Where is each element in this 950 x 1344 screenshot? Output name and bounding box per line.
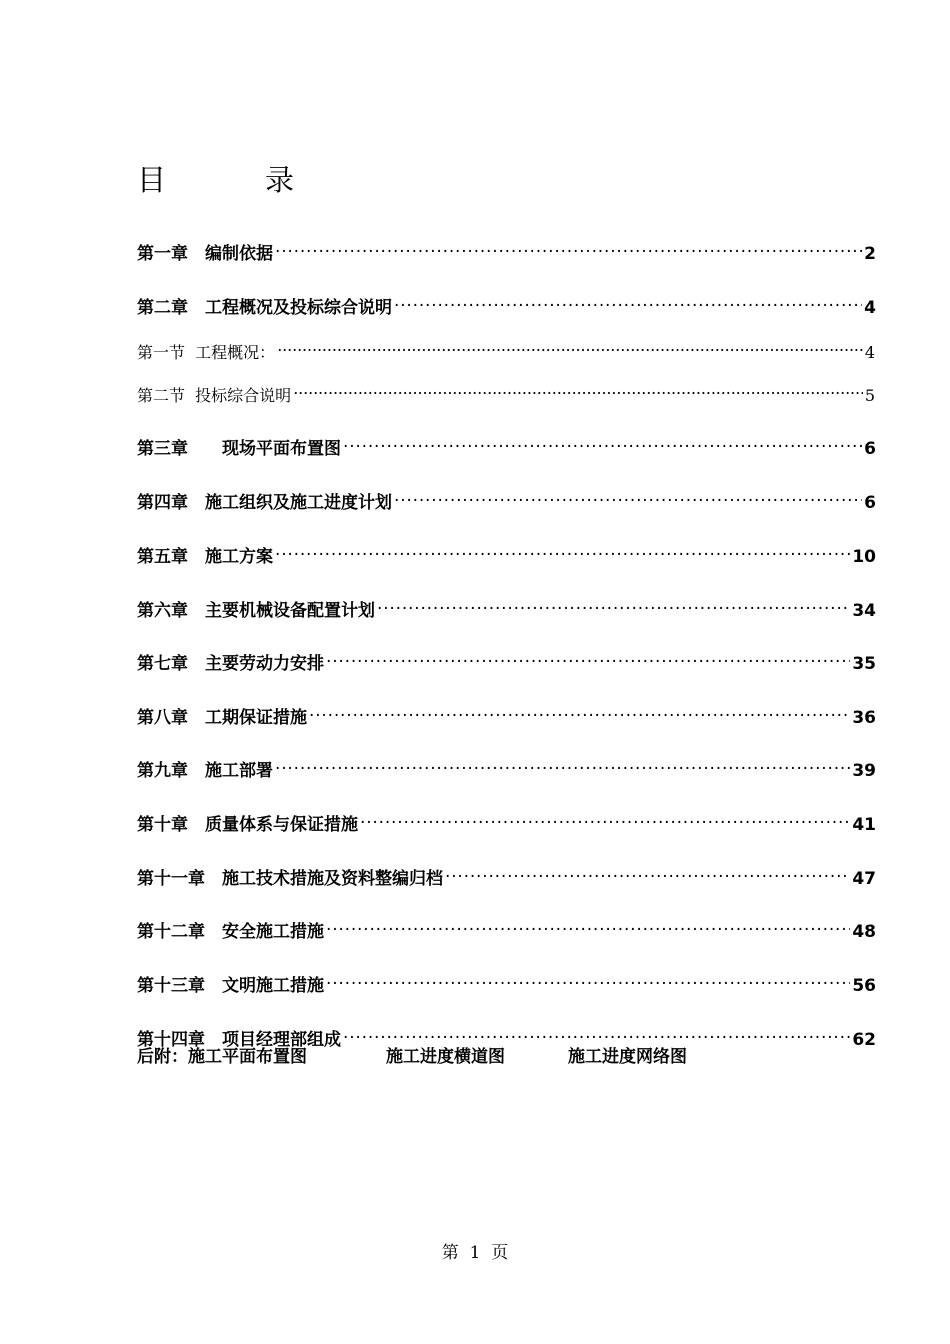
dot-leader xyxy=(275,538,850,562)
toc-entry-label: 第十章 质量体系与保证措施 xyxy=(137,815,358,835)
dot-leader xyxy=(360,806,850,830)
toc-title xyxy=(137,162,295,198)
toc-entry[interactable] xyxy=(137,1021,876,1050)
toc-entry[interactable] xyxy=(137,538,876,567)
dot-leader xyxy=(343,430,862,454)
dot-leader xyxy=(326,645,850,669)
toc-entry-label: 第二节 投标综合说明 xyxy=(137,386,292,405)
toc-entry[interactable] xyxy=(137,699,876,728)
toc-entry-label: 第七章 主要劳动力安排 xyxy=(137,654,324,674)
toc-entry-page: 36 xyxy=(852,708,876,728)
dot-leader xyxy=(326,967,850,991)
toc-entry-page: 35 xyxy=(852,654,876,674)
appendix-item-network: 施工进度网络图 xyxy=(568,1047,687,1067)
toc-entry[interactable] xyxy=(137,289,876,318)
toc-entry-page: 4 xyxy=(864,343,875,362)
dot-leader xyxy=(275,752,850,776)
dot-leader xyxy=(394,289,862,313)
toc-entry-label: 第八章 工期保证措施 xyxy=(137,708,307,728)
toc-entry-label: 第十三章 文明施工措施 xyxy=(137,976,324,996)
toc-entry[interactable] xyxy=(137,592,876,621)
toc-entry[interactable] xyxy=(137,913,876,942)
toc-entry-label: 第二章 工程概况及投标综合说明 xyxy=(137,298,392,318)
toc-entry-page: 6 xyxy=(864,493,876,513)
toc-entry-label: 第三章 现场平面布置图 xyxy=(137,439,341,459)
toc-entry-page: 10 xyxy=(852,547,876,567)
dot-leader xyxy=(445,860,850,884)
page-number-footer: 第 1 页 xyxy=(441,1243,509,1263)
toc-entry-page: 4 xyxy=(864,298,876,318)
toc-entry[interactable] xyxy=(137,860,876,889)
toc-entry[interactable] xyxy=(137,752,876,781)
toc-entry-label: 第四章 施工组织及施工进度计划 xyxy=(137,493,392,513)
toc-entry[interactable] xyxy=(137,806,876,835)
toc-entry-section[interactable] xyxy=(137,334,875,362)
toc-entry[interactable] xyxy=(137,484,876,513)
dot-leader xyxy=(277,334,863,358)
toc-entry-page: 56 xyxy=(852,976,876,996)
toc-entry-label: 第十一章 施工技术措施及资料整编归档 xyxy=(137,869,443,889)
toc-entry-label: 第十四章 项目经理部组成 xyxy=(137,1030,341,1050)
dot-leader xyxy=(326,913,850,937)
toc-title-char-1: 目 xyxy=(137,163,167,197)
toc-entry-page: 34 xyxy=(852,601,876,621)
dot-leader xyxy=(343,1021,850,1045)
dot-leader xyxy=(309,699,850,723)
toc-entry-label: 第一节 工程概况： xyxy=(137,343,276,362)
toc-entry[interactable] xyxy=(137,967,876,996)
toc-entry-page: 41 xyxy=(852,815,876,835)
toc-entry-label: 第一章 编制依据 xyxy=(137,244,273,264)
toc-entry-page: 47 xyxy=(852,869,876,889)
dot-leader xyxy=(394,484,862,508)
toc-entry-section[interactable] xyxy=(137,377,875,405)
dot-leader xyxy=(275,235,862,259)
toc-entry[interactable] xyxy=(137,430,876,459)
toc-entry-page: 2 xyxy=(864,244,876,264)
toc-title-char-2: 录 xyxy=(265,163,295,197)
toc-entry-page: 5 xyxy=(864,386,875,405)
toc-entry-label: 第六章 主要机械设备配置计划 xyxy=(137,601,375,621)
toc-entry-page: 48 xyxy=(852,922,876,942)
toc-entry-label: 第十二章 安全施工措施 xyxy=(137,922,324,942)
toc-entry[interactable] xyxy=(137,645,876,674)
dot-leader xyxy=(293,377,863,401)
toc-entry-page: 6 xyxy=(864,439,876,459)
toc-entry-label: 第五章 施工方案 xyxy=(137,547,273,567)
appendix-item-gantt: 施工进度横道图 xyxy=(386,1047,505,1067)
toc-entry-page: 62 xyxy=(852,1030,876,1050)
toc-entry-page: 39 xyxy=(852,761,876,781)
dot-leader xyxy=(377,592,850,616)
toc-entry[interactable] xyxy=(137,235,876,264)
appendix-item-site-plan: 后附：施工平面布置图 xyxy=(137,1047,307,1067)
toc-entry-label: 第九章 施工部署 xyxy=(137,761,273,781)
